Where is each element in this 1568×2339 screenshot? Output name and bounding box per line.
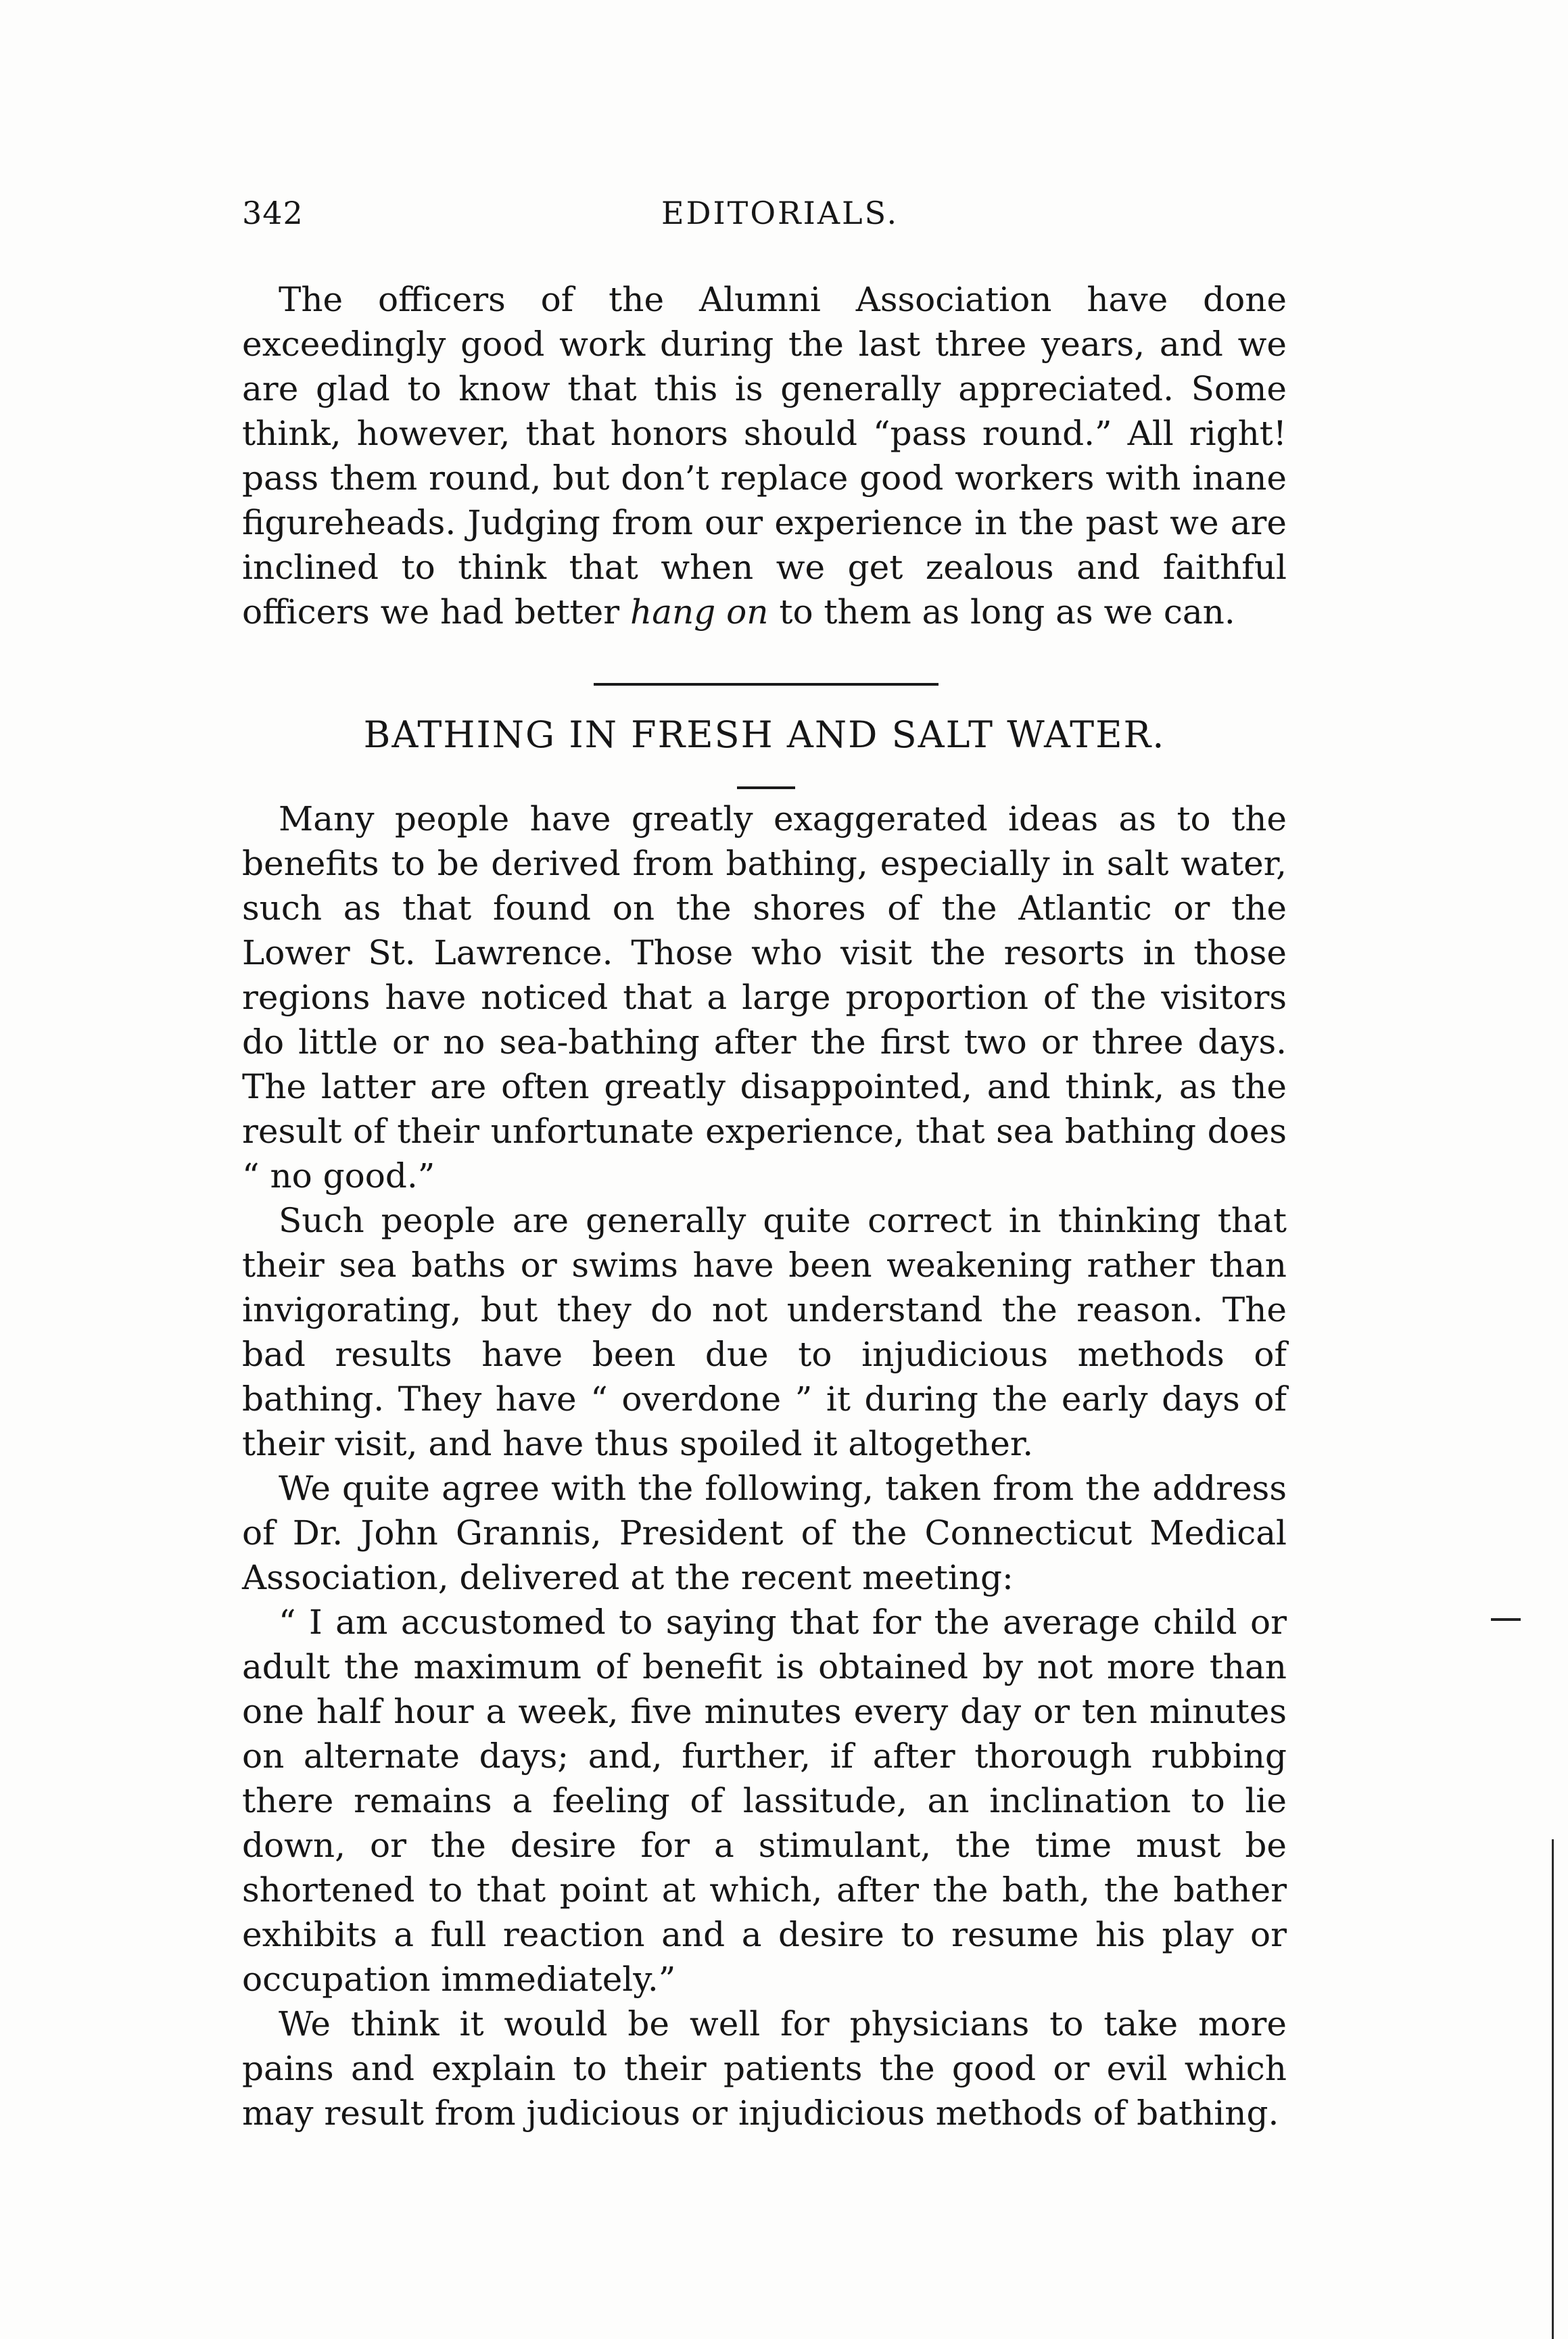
margin-mark bbox=[1491, 1618, 1521, 1621]
article-quotation: “ I am accustomed to saying that for the average child or adult the maximum of benefit is obtained by not more than one half hour a week, five minutes every day or ten minutes on alternate days; and, further, if after thorough rubbing there remains a feeling of lassitude, an inclination to lie down, or the desire for a stimulant, the time must be shortened to that point at which, after the bath, the bather exhibits a full reaction and a desire to resume his play or occupation immediately.” bbox=[242, 1603, 1287, 1999]
editorial-text-start: The officers of the Alumni Association have done exceedingly good work during the last three years, and we are glad to know that this is generally appreciated. Some think, however, that honors should “pass round.” All right! pass them round, but don’t replace good workers with inane figureheads. Judging from our experience in the past we are inclined to think that when we get zealous and faithful officers we had better bbox=[242, 280, 1287, 632]
article-paragraph-2: Such people are generally quite correct in thinking that their sea baths or swims have been weakening rather than invigorating, but they do not understand the reason. The bad results have been due to injudicious methods of bathing. They have “ overdone ” it during the early days of their visit, and have thus spoiled it altogether. bbox=[242, 1201, 1287, 1463]
editorial-block bbox=[242, 277, 1287, 634]
editorial-paragraph bbox=[242, 277, 1287, 634]
section-divider bbox=[594, 683, 939, 686]
article-paragraph-5: We think it would be well for physicians to take more pains and explain to their patients the good or evil which may result from judicious or injudicious methods of bathing. bbox=[242, 2004, 1287, 2133]
article-paragraph-1: Many people have greatly exaggerated ideas as to the benefits to be derived from bathing, especially in salt water, such as that found on the shores of the Atlantic or the Lower St. Lawrence. Those who visit the resorts in those regions have noticed that a large proportion of the visitors do little or no sea-bathing after the first two or three days. The latter are often greatly disappointed, and think, as the result of their unfortunate experience, that sea bathing does “ no good.” bbox=[242, 799, 1287, 1196]
editorial-text-end: to them as long as we can. bbox=[768, 592, 1235, 632]
article-paragraph-3: We quite agree with the following, taken from the address of Dr. John Grannis, President of the Connecticut Medical Association, delivered at the recent meeting: bbox=[242, 1469, 1287, 1597]
title-underline bbox=[737, 786, 795, 789]
running-head bbox=[242, 195, 1297, 242]
page-edge-line bbox=[1552, 1839, 1554, 2339]
editorial-italic-phrase: hang on bbox=[630, 592, 769, 632]
article-body bbox=[242, 797, 1287, 2135]
running-head-title: EDITORIALS. bbox=[661, 195, 899, 231]
page-number: 342 bbox=[242, 195, 304, 231]
article-title: BATHING IN FRESH AND SALT WATER. bbox=[363, 713, 1166, 756]
